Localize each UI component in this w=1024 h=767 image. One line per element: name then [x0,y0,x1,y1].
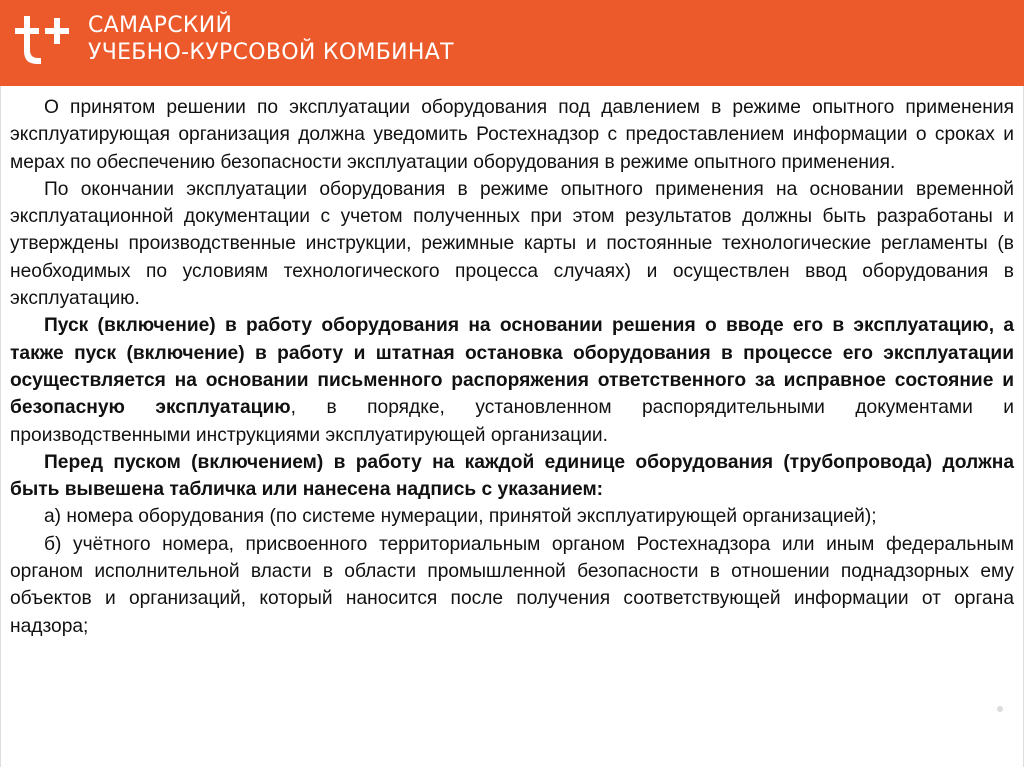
double-cross-logo-icon [13,10,73,70]
header-bar [0,0,1024,86]
paragraph-3-bold: Пуск (включение) в работу оборудования на основании решения о вводе его в эксплуатацию, а также пуск (включение) в работу и штатная остановка оборудования в процессе его эксплуатации осуществляется на основании письменного распоряжения ответственного за исправное состояние и безопасную эксплуатацию [10,315,1014,419]
paragraph-4: Перед пуском (включением) в работу на каждой единице оборудования (трубопровода) должна быть вывешена табличка или нанесена надпись с указанием: [10,451,1014,501]
paragraph-3 [10,312,1014,448]
list-item-a: а) номера оборудования (по системе нумерации, принятой эксплуатирующей организацией); [44,506,877,528]
paragraph-1: О принятом решении по эксплуатации оборудования под давлением в режиме опытного применения эксплуатирующая организация должна уведомить Ростехнадзор с предоставлением информации о сроках и мерах по обеспечению безопасности эксплуатации оборудования в режиме опытного применения. [10,97,1014,173]
paragraph-2: По окончании эксплуатации оборудования в режиме опытного применения на основании временной эксплуатационной документации с учетом полученных при этом результатов должны быть разработаны и утверждены производственные инструкции, режимные карты и постоянные технологические регламенты (в необходимых по условиям технологического процесса случаях) и осуществлен ввод оборудования в эксплуатацию. [10,178,1014,310]
brand-line-2: УЧЕБНО-КУРСОВОЙ КОМБИНАТ [88,40,454,65]
list-item-b: б) учётного номера, присвоенного территориальным органом Ростехнадзора или иным федеральным органом исполнительной власти в области промышленной безопасности в отношении поднадзорных ему объектов и организаций, который наносится после получения соответствующей информации от органа надзора; [10,533,1014,637]
brand-line-1: САМАРСКИЙ [88,13,233,38]
slide-marker-dot [997,706,1003,712]
document-body [10,94,1014,640]
paragraph-3-rest: , в порядке, установленном распорядительными документами и производственными инструкциями эксплуатирующей организации. [10,397,1014,446]
brand-name [88,12,454,66]
